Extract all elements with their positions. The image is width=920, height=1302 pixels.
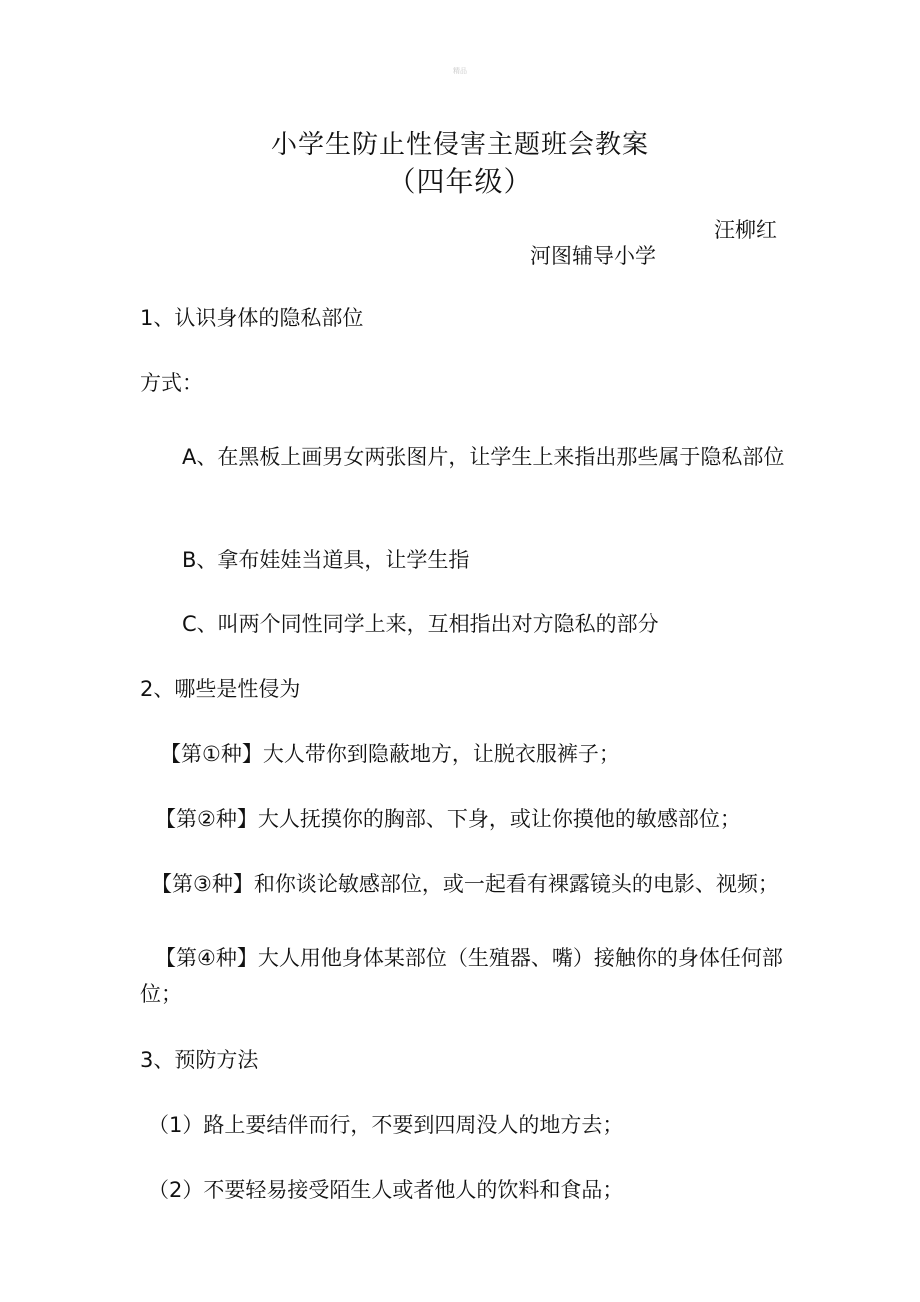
section-3-heading: 3、预防方法 <box>140 1048 259 1072</box>
behavior-item-1: 【第①种】大人带你到隐蔽地方，让脱衣服裤子； <box>160 742 620 766</box>
section-1-heading: 1、认识身体的隐私部位 <box>140 306 364 330</box>
method-item-c: C、叫两个同性同学上来，互相指出对方隐私的部分 <box>182 612 659 636</box>
grade-subtitle: （四年级） <box>387 165 533 198</box>
prevention-item-2: （2）不要轻易接受陌生人或者他人的饮料和食品； <box>148 1178 624 1202</box>
document-title: 小学生防止性侵害主题班会教案 <box>270 130 649 160</box>
behavior-item-4: 【第④种】大人用他身体某部位（生殖器、嘴）接触你的身体任何部位； <box>140 946 783 1006</box>
author-name: 汪柳红 <box>714 218 777 242</box>
section-2-heading: 2、哪些是性侵为 <box>140 677 301 701</box>
header-watermark: 精品 <box>453 67 467 75</box>
behavior-item-2: 【第②种】大人抚摸你的胸部、下身，或让你摸他的敏感部位； <box>155 807 741 831</box>
school-name: 河图辅导小学 <box>530 244 656 268</box>
prevention-item-1: （1）路上要结伴而行，不要到四周没人的地方去； <box>148 1113 624 1137</box>
method-item-b: B、拿布娃娃当道具，让学生指 <box>182 548 470 572</box>
method-item-a: A、在黑板上画男女两张图片，让学生上来指出那些属于隐私部位 <box>182 445 785 469</box>
behavior-item-3: 【第③种】和你谈论敏感部位，或一起看有裸露镜头的电影、视频； <box>151 872 779 896</box>
method-label: 方式： <box>140 371 203 395</box>
